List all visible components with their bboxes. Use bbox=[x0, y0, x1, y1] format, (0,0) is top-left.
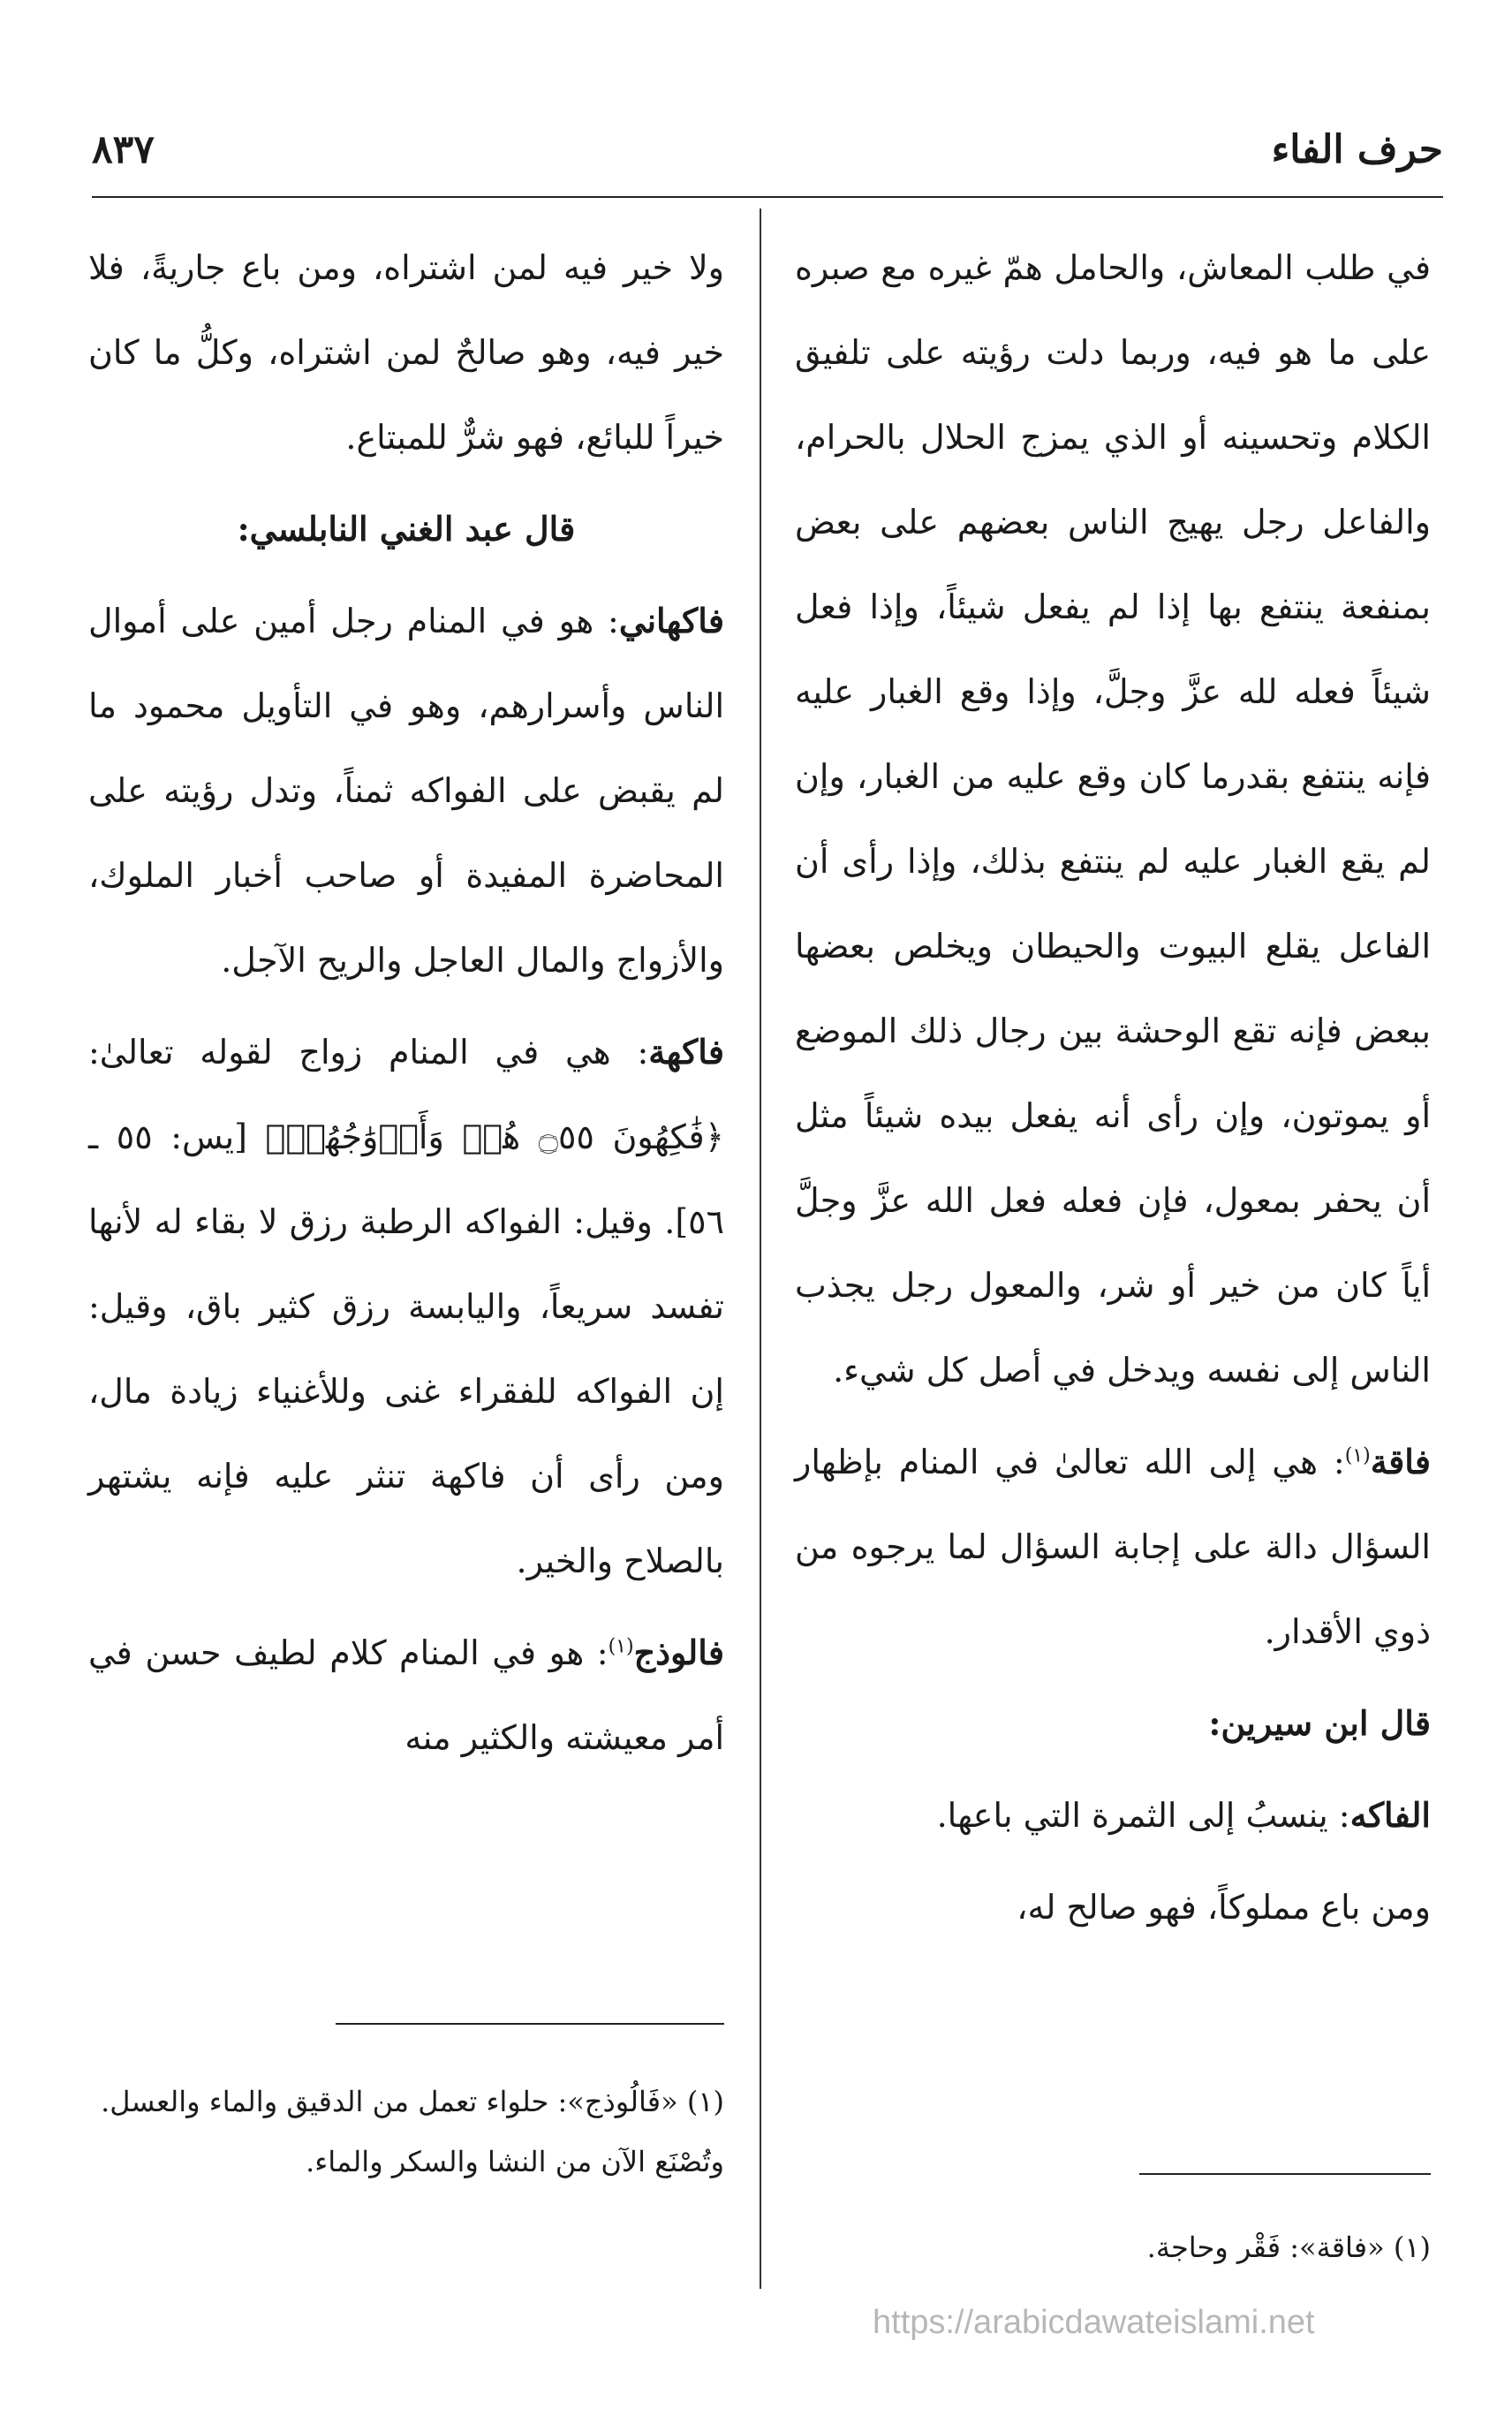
running-head-title: حرف الفاء bbox=[1271, 127, 1443, 172]
footnote-right: (١) «فاقة»: فَقْر وحاجة. bbox=[1146, 2231, 1431, 2264]
section-heading-ibn-sirin: قال ابن سيرين: bbox=[1208, 1703, 1431, 1743]
section-heading-nabulsi: قال عبد الغني النابلسي: bbox=[237, 509, 576, 549]
entry-text-faqa: : هي إلى الله تعالىٰ في المنام بإظهار السؤال دالة على إجابة السؤال لما يرجوه من ذوي الأقدار. bbox=[795, 1443, 1431, 1651]
entry-term-fakiha: فاكهة bbox=[648, 1032, 724, 1072]
header-rule bbox=[92, 196, 1443, 198]
entry-text-fakih: : ينسبُ إلى الثمرة التي باعها. bbox=[936, 1796, 1350, 1835]
entry-fakihani bbox=[88, 579, 724, 1003]
right-column bbox=[795, 225, 1431, 1957]
entry-text-fakihani: : هو في المنام رجل أمين على أموال الناس وأسرارهم، وهو في التأويل محمود ما لم يقبض على الفواكه ثمناً، وتدل رؤيته على المحاضرة المفيدة أو صاحب أخبار الملوك، والأزواج والمال العاجل والريح الآجل. bbox=[88, 602, 724, 980]
footnote-left: (١) «فَالُوذج»: حلواء تعمل من الدقيق والماء والعسل. وتُصْنَع الآن من النشا والسكر والماء. bbox=[101, 2085, 724, 2178]
entry-term-fakih: الفاكه bbox=[1349, 1795, 1431, 1835]
left-column bbox=[88, 225, 724, 1787]
right-paragraph-mamluk: ومن باع مملوكاً، فهو صالح له، bbox=[1017, 1888, 1431, 1927]
entry-fakiha bbox=[88, 1010, 724, 1603]
footnote-rule-left bbox=[336, 2023, 724, 2025]
footnote-mark: (١) bbox=[608, 1635, 634, 1658]
entry-text-fakiha: : هي في المنام زواج لقوله تعالىٰ: ﴿فَٰكِهُونَ ۝٥٥ هُمۡ وَأَزۡوَٰجُهُمۡ﴾ [يس: ٥٥ ـ ٥٦]. وقيل: الفواكه الرطبة رزق لا بقاء له لأنها تفسد سريعاً، واليابسة رزق كثير باق، وقيل: إن الفواكه للفقراء غنى وللأغنياء زيادة مال، ومن رأى أن فاكهة تنثر عليه فإنه يشتهر بالصلاح والخير. bbox=[88, 1033, 724, 1580]
entry-term-faludhaj: فالوذج bbox=[633, 1632, 724, 1672]
footnote-rule-right bbox=[1139, 2173, 1431, 2175]
entry-fakih bbox=[795, 1773, 1431, 1858]
entry-term-fakihani: فاكهاني bbox=[618, 601, 724, 640]
entry-term-faqa: فاقة bbox=[1370, 1442, 1431, 1481]
footnote-mark: (١) bbox=[1344, 1444, 1371, 1467]
left-paragraph-1: ولا خير فيه لمن اشتراه، ومن باع جاريةً، فلا خير فيه، وهو صالحٌ لمن اشتراه، وكلُّ ما كان خيراً للبائع، فهو شرٌّ للمبتاع. bbox=[88, 248, 724, 457]
entry-text-faludhaj: : هو في المنام كلام لطيف حسن في أمر معيشته والكثير منه bbox=[88, 1633, 724, 1757]
entry-faqa bbox=[795, 1420, 1431, 1674]
right-paragraph-1: في طلب المعاش، والحامل همّ غيره مع صبره على ما هو فيه، وربما دلت رؤيته على تلفيق الكلام وتحسينه أو الذي يمزج الحلال بالحرام، والفاعل رجل يهيج الناس بعضهم على بعض بمنفعة ينتفع بها إذا لم يفعل شيئاً، وإذا فعل شيئاً فعله لله عزَّ وجلَّ، وإذا وقع الغبار عليه فإنه ينتفع بقدرما كان وقع عليه من الغبار، وإن لم يقع الغبار عليه لم ينتفع بذلك، وإذا رأى أن الفاعل يقلع البيوت والحيطان ويخلص بعضها ببعض فإنه تقع الوحشة بين رجال ذلك الموضع أو يموتون، وإن رأى أنه يفعل بيده شيئاً مثل أن يحفر بمعول، فإن فعله فعل الله عزَّ وجلَّ أياً كان من خير أو شر، والمعول رجل يجذب الناس إلى نفسه ويدخل في أصل كل شيء. bbox=[795, 248, 1431, 1390]
page-number: ٨٣٧ bbox=[92, 127, 155, 172]
column-divider bbox=[760, 208, 761, 2289]
watermark-url: https://arabicdawateislami.net bbox=[873, 2304, 1315, 2341]
entry-faludhaj bbox=[88, 1610, 724, 1780]
